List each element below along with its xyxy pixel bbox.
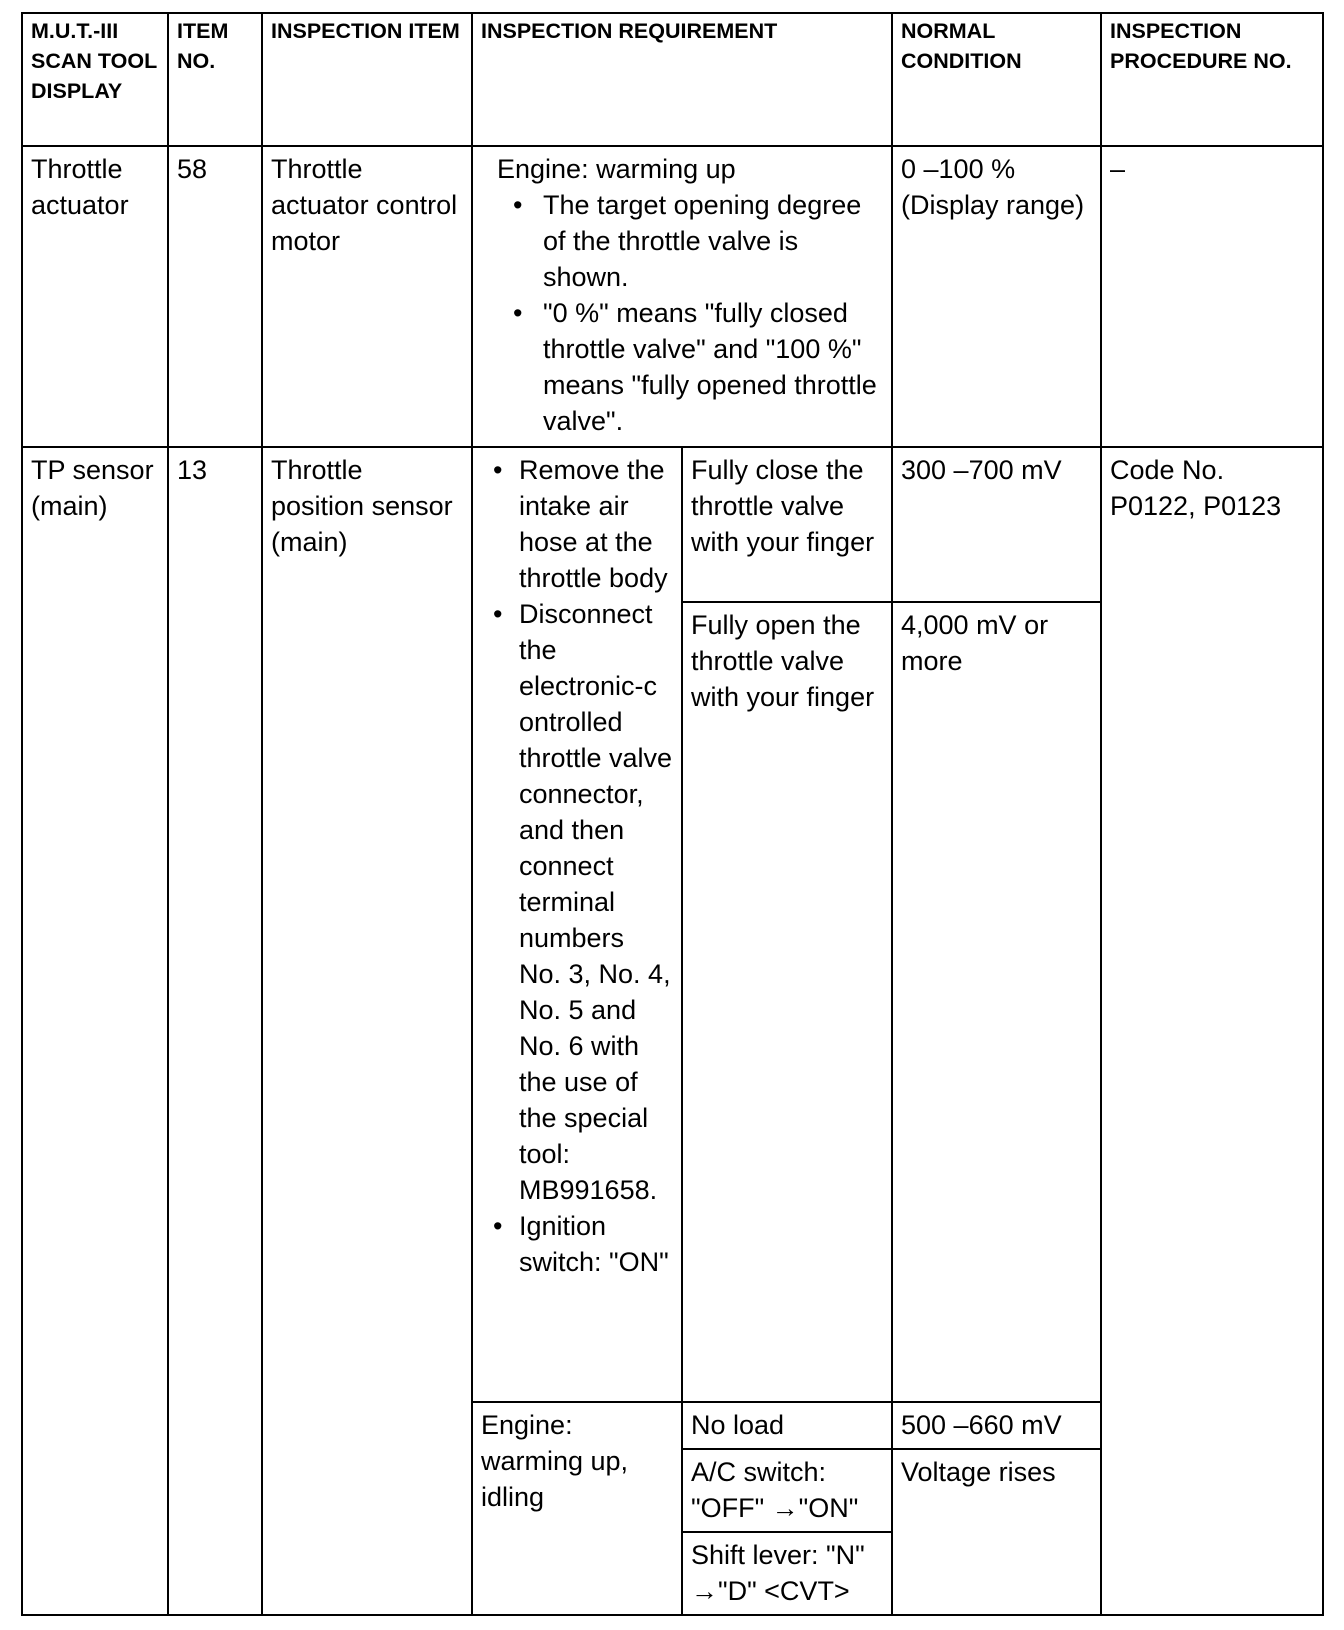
header-item-no: ITEM NO. [168, 13, 262, 146]
inspection-table-container [21, 12, 1324, 1616]
header-normal-condition: NORMAL CONDITION [892, 13, 1101, 146]
cell-display: TP sensor (main) [22, 447, 168, 1615]
cell-normal-open: 4,000 mV or more [892, 602, 1101, 1402]
cell-requirement [472, 146, 892, 447]
list-item: • "0 %" means "fully closed throttle valve" and "100 %" means "fully opened throttle valve". [481, 295, 883, 439]
list-item: • The target opening degree of the throttle valve is shown. [481, 187, 883, 295]
cell-item-no: 13 [168, 447, 262, 1615]
cell-procedure: Code No. P0122, P0123 [1101, 447, 1323, 1615]
cell-condition-close: Fully close the throttle valve with your finger [682, 447, 892, 602]
list-item: • Ignition switch: "ON" [481, 1208, 673, 1280]
requirement-heading: Engine: warming up [497, 154, 736, 184]
inspection-table [21, 12, 1324, 1616]
cell-condition-ac: A/C switch: "OFF" →"ON" [682, 1449, 892, 1532]
list-item: • Remove the intake air hose at the throttle body [481, 452, 673, 596]
table-row-throttle-actuator [22, 146, 1323, 447]
precondition-list [481, 452, 673, 1280]
cell-item: Throttle actuator control motor [262, 146, 472, 447]
header-inspection-item: INSPECTION ITEM [262, 13, 472, 146]
table-row-tp-sensor [22, 447, 1323, 602]
header-procedure-no: INSPECTION PROCEDURE NO. [1101, 13, 1323, 146]
list-item: • Disconnect the electronic-c ontrolled throttle valve connector, and then connect terminal numbers No. 3, No. 4, No. 5 and No. 6 with the use of the special tool: MB991658. [481, 596, 673, 1208]
cell-display: Throttle actuator [22, 146, 168, 447]
cell-procedure: – [1101, 146, 1323, 447]
requirement-bullets [481, 187, 883, 439]
cell-normal-voltage-rises: Voltage rises [892, 1449, 1101, 1615]
cell-condition-no-load: No load [682, 1402, 892, 1449]
cell-preconditions [472, 447, 682, 1402]
header-inspection-requirement: INSPECTION REQUIREMENT [472, 13, 892, 146]
header-row [22, 13, 1323, 146]
cell-normal: 0 –100 % (Display range) [892, 146, 1101, 447]
cell-engine-condition: Engine: warming up, idling [472, 1402, 682, 1615]
header-scan-tool-display: M.U.T.-III SCAN TOOL DISPLAY [22, 13, 168, 146]
cell-item-no: 58 [168, 146, 262, 447]
cell-item: Throttle position sensor (main) [262, 447, 472, 1615]
cell-condition-open: Fully open the throttle valve with your finger [682, 602, 892, 1402]
cell-normal-close: 300 –700 mV [892, 447, 1101, 602]
cell-condition-shift: Shift lever: "N" →"D" <CVT> [682, 1532, 892, 1615]
cell-normal-no-load: 500 –660 mV [892, 1402, 1101, 1449]
